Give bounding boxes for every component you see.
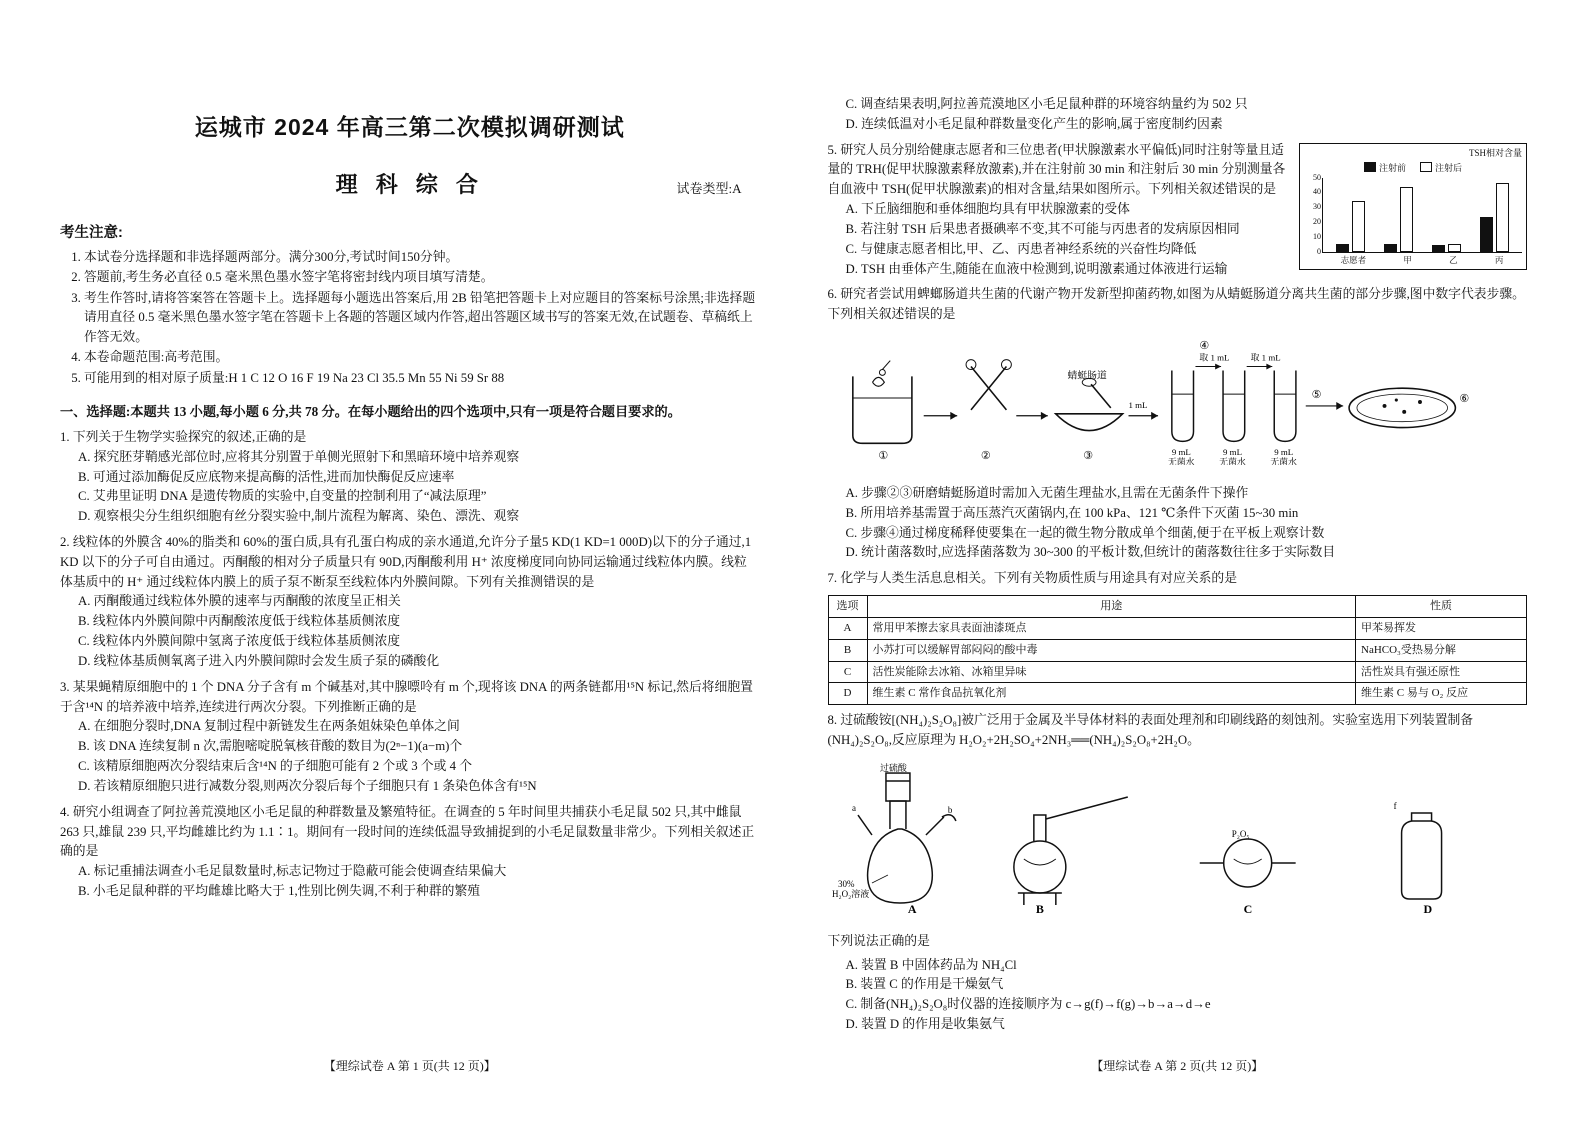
footer-text: 【理综试卷 A 第 1 页(共 12 页)】 — [323, 1059, 496, 1073]
question-5 — [828, 141, 1528, 280]
svg-text:无菌水: 无菌水 — [1269, 457, 1297, 466]
chart-xlabels — [1322, 254, 1522, 267]
question-options — [60, 862, 760, 902]
cell-use: 常用甲苯擦去家具表面油漆斑点 — [867, 617, 1356, 639]
svg-text:D: D — [1423, 901, 1432, 913]
table-row — [828, 683, 1527, 705]
bar-after — [1448, 244, 1461, 252]
option-b: B. 装置 C 的作用是干燥氨气 — [845, 977, 1004, 992]
svg-text:b: b — [947, 804, 952, 815]
svg-text:无菌水: 无菌水 — [1218, 457, 1246, 466]
question-options — [828, 484, 1528, 563]
svg-text:9 mL: 9 mL — [1273, 447, 1293, 458]
option-a: A. 装置 B 中固体药品为 NH₄Cl — [845, 957, 1017, 972]
svg-text:③: ③ — [1082, 450, 1093, 463]
cell-property: NaHCO₃受热易分解 — [1356, 639, 1527, 661]
bar-group-1 — [1384, 178, 1413, 252]
paper-type: 试卷类型:A — [676, 181, 742, 196]
ytick: 10 — [1313, 231, 1321, 241]
option-d: D. 若该精原细胞只进行减数分裂,则两次分裂后每个子细胞只有 1 条染色体含有¹⁵N — [78, 778, 537, 793]
option-b: B. 若注射 TSH 后果患者摄碘率不变,其不可能与丙患者的发病原因相同 — [845, 221, 1240, 236]
question-2 — [60, 533, 760, 672]
tsh-bar-chart — [1299, 143, 1527, 270]
cell-option: B — [828, 639, 867, 661]
subject-name: 理 科 综 合 — [335, 172, 484, 197]
cell-option: D — [828, 683, 867, 705]
notice-list — [60, 248, 760, 388]
ytick: 20 — [1313, 216, 1321, 226]
svg-text:B: B — [1035, 901, 1044, 913]
notice-item: 3. 考生作答时,请将答案答在答题卡上。选择题每小题选出答案后,用 2B 铅笔把答题卡上对应题目的答案标号涂黑;非选择题请用直径 0.5 毫米黑色墨水签字笔在答题卡上各题的答题区域内作答,超出答题区域书写的答案无效,在试题卷、草稿纸上作答无效。 — [84, 289, 760, 347]
svg-text:9 mL: 9 mL — [1171, 447, 1191, 458]
option-d: D. 连续低温对小毛足鼠种群数量变化产生的影响,属于密度制约因素 — [845, 116, 1223, 131]
question-3 — [60, 678, 760, 797]
table-header-row — [828, 596, 1527, 618]
xtick: 乙 — [1449, 254, 1458, 265]
chart-yaxis — [1305, 172, 1323, 256]
question-options — [60, 717, 760, 796]
gut-bacteria-isolation-diagram — [828, 337, 1528, 465]
subject-row — [60, 168, 760, 199]
section-heading: 一、选择题:本题共 13 小题,每小题 6 分,共 78 分。在每小题给出的四个选项中,只有一项是符合题目要求的。 — [60, 404, 681, 420]
option-b: B. 所用培养基需置于高压蒸汽灭菌锅内,在 100 kPa、121 ℃条件下灭菌 15~30 min — [845, 505, 1299, 520]
th-use: 用途 — [867, 596, 1356, 618]
table-row — [828, 617, 1527, 639]
bar-before — [1432, 245, 1445, 251]
footer-left — [60, 1057, 760, 1074]
left-column — [60, 95, 794, 1092]
cell-use: 小苏打可以缓解胃部闷闷的酸中毒 — [867, 639, 1356, 661]
option-d: D. 统计菌落数时,应选择菌落数为 30~300 的平板计数,但统计的菌落数往往多于实际数目 — [845, 545, 1336, 560]
bar-group-3 — [1480, 178, 1509, 252]
option-a: A. 丙酮酸通过线粒体外膜的速率与丙酮酸的浓度呈正相关 — [78, 594, 401, 609]
bar-before — [1384, 244, 1397, 252]
option-c: C. 与健康志愿者相比,甲、乙、丙患者神经系统的兴奋性均降低 — [845, 241, 1197, 256]
question-stem: 2. 线粒体的外膜含 40%的脂类和 60%的蛋白质,具有孔蛋白构成的亲水通道,允许分子量5 KD(1 KD=1 000D)以下的分子通过,1 KD 以下的分子可自由通过。丙酮酸的相对分子质量只有 90D,丙酮酸利用 H⁺ 浓度梯度同向协同运输通过线粒体内膜。线粒体基质中的 H⁺ 通过线粒体内膜上的质子泵不断泵至线粒体内外膜间隙。下列有关推测错误的是 — [60, 535, 752, 589]
chart-bars — [1323, 178, 1522, 252]
question-7 — [828, 569, 1528, 705]
chart-plot — [1313, 172, 1522, 256]
svg-text:1 mL: 1 mL — [1128, 400, 1147, 411]
chart-title: TSH相对含量 — [1468, 147, 1522, 158]
question-stem: 8. 过硫酸铵[(NH₄)₂S₂O₈]被广泛用于金属及半导体材料的表面处理剂和印刷线路的刻蚀剂。实验室选用下列装置制备(NH₄)₂S₂O₈,反应原理为 H₂O₂+2H₂SO₄+2NH₃══(NH₄)₂S₂O₈+2H₂O。 — [827, 713, 1474, 748]
bar-group-2 — [1432, 178, 1461, 252]
cell-use: 活性炭能除去冰箱、冰箱里异味 — [867, 661, 1356, 683]
option-c: C. 该精原细胞两次分裂结束后含¹⁴N 的子细胞可能有 2 个或 3 个或 4 个 — [78, 759, 472, 774]
svg-text:30%: 30% — [837, 878, 854, 889]
svg-text:过硫酸: 过硫酸 — [879, 763, 907, 774]
legend-after: 注射后 — [1420, 162, 1462, 176]
svg-text:C: C — [1243, 901, 1252, 913]
notice-item: 1. 本试卷分选择题和非选择题两部分。满分300分,考试时间150分钟。 — [84, 248, 760, 267]
notice-item: 2. 答题前,考生务必直径 0.5 毫米黑色墨水签字笔将密封线内项目填写清楚。 — [84, 268, 760, 287]
option-b: B. 线粒体内外膜间隙中丙酮酸浓度低于线粒体基质侧浓度 — [78, 614, 401, 629]
table-row — [828, 661, 1527, 683]
xtick: 志愿者 — [1340, 254, 1367, 265]
svg-text:9 mL: 9 mL — [1222, 447, 1242, 458]
xtick: 甲 — [1403, 254, 1412, 265]
property-use-table — [828, 595, 1528, 705]
cell-property: 甲苯易挥发 — [1356, 617, 1527, 639]
svg-text:H₂O₂溶液: H₂O₂溶液 — [831, 888, 869, 899]
option-d: D. TSH 由垂体产生,随能在血液中检测到,说明激素通过体液进行运输 — [845, 261, 1228, 276]
right-column — [794, 95, 1528, 1092]
svg-text:无菌水: 无菌水 — [1167, 457, 1194, 466]
option-b: B. 该 DNA 连续复制 n 次,需胞嘧啶脱氧核苷酸的数目为(2ⁿ−1)(a−m)个 — [78, 739, 463, 754]
cell-option: A — [828, 617, 867, 639]
svg-text:a: a — [851, 802, 856, 813]
option-a: A. 在细胞分裂时,DNA 复制过程中新链发生在两条姐妹染色单体之间 — [78, 719, 460, 734]
option-a: A. 下丘脑细胞和垂体细胞均具有甲状腺激素的受体 — [845, 202, 1130, 217]
option-c: C. 线粒体内外膜间隙中氢离子浓度低于线粒体基质侧浓度 — [78, 634, 401, 649]
option-d: D. 装置 D 的作用是收集氨气 — [845, 1017, 1005, 1032]
legend-before: 注射前 — [1364, 162, 1406, 176]
option-c: C. 步骤④通过梯度稀释使要集在一起的微生物分散成单个细菌,便于在平板上观察计数 — [845, 525, 1325, 540]
cell-property: 维生素 C 易与 O₂ 反应 — [1356, 683, 1527, 705]
question-stem: 4. 研究小组调查了阿拉善荒漠地区小毛足鼠的种群数量及繁殖特征。在调查的 5 年时间里共捕获小毛足鼠 502 只,其中雌鼠 263 只,雄鼠 239 只,平均雌雄比约为 1.1∶1。期间有一段时间的连续低温导致捕捉到的小毛足鼠数量非常少。下列相关叙述正确的是 — [60, 804, 755, 859]
xtick: 丙 — [1494, 254, 1504, 265]
svg-text:②: ② — [980, 450, 991, 463]
option-d: D. 观察根尖分生组织细胞有丝分裂实验中,制片流程为解离、染色、漂洗、观察 — [78, 509, 520, 524]
bar-after — [1352, 201, 1365, 252]
question-4-continued — [828, 95, 1528, 135]
ytick: 0 — [1317, 246, 1321, 256]
svg-text:①: ① — [877, 450, 888, 463]
bar-after — [1400, 187, 1413, 251]
question-stem: 6. 研究者尝试用蜱螂肠道共生菌的代谢产物开发新型抑菌药物,如图为从蜻蜓肠道分离共生菌的部分步骤,图中数字代表步骤。下列相关叙述错误的是 — [827, 287, 1525, 322]
figure-q8 — [828, 757, 1528, 924]
ytick: 40 — [1313, 187, 1321, 197]
ytick: 30 — [1313, 201, 1321, 211]
svg-text:⑥: ⑥ — [1458, 393, 1469, 406]
svg-text:④: ④ — [1198, 339, 1209, 352]
chart-legend — [1304, 162, 1522, 176]
table-row — [828, 639, 1527, 661]
figure-q6 — [828, 331, 1528, 476]
th-option: 选项 — [828, 596, 867, 618]
cell-property: 活性炭具有强还原性 — [1356, 661, 1527, 683]
footer-text: 【理综试卷 A 第 2 页(共 12 页)】 — [1091, 1059, 1264, 1073]
question-4 — [60, 803, 760, 902]
question-stem: 7. 化学与人类生活息息相关。下列有关物质性质与用途具有对应关系的是 — [827, 571, 1238, 586]
notice-item: 4. 本卷命题范围:高考范围。 — [84, 348, 760, 367]
svg-text:A: A — [907, 901, 917, 913]
question-options — [60, 592, 760, 671]
question-6 — [828, 285, 1528, 563]
svg-text:f: f — [1393, 800, 1397, 811]
footer-right — [828, 1057, 1528, 1074]
notice-item: 5. 可能用到的相对原子质量:H 1 C 12 O 16 F 19 Na 23 Cl 35.5 Mn 55 Ni 59 Sr 88 — [84, 369, 760, 388]
bar-before — [1336, 244, 1349, 252]
notice-heading: 考生注意: — [60, 225, 123, 241]
ytick: 50 — [1313, 172, 1321, 182]
sub-prompt: 下列说法正确的是 — [827, 933, 930, 948]
question-1 — [60, 428, 760, 527]
option-a: A. 步骤②③研磨蜻蜓肠道时需加入无菌生理盐水,且需在无菌条件下操作 — [845, 485, 1249, 500]
cell-option: C — [828, 661, 867, 683]
question-8 — [828, 711, 1528, 1035]
option-b: B. 小毛足鼠种群的平均雌雄比略大于 1,性别比例失调,不利于种群的繁殖 — [78, 884, 481, 899]
option-c: C. 调查结果表明,阿拉善荒漠地区小毛足鼠种群的环境容纳量约为 502 只 — [845, 97, 1248, 111]
bar-before — [1480, 217, 1493, 252]
svg-text:⑤: ⑤ — [1311, 389, 1321, 402]
question-stem: 1. 下列关于生物学实验探究的叙述,正确的是 — [60, 429, 307, 444]
option-b: B. 可通过添加酶促反应底物来提高酶的活性,进而加快酶促反应速率 — [78, 469, 455, 484]
question-stem: 5. 研究人员分别给健康志愿者和三位患者(甲状腺激素水平偏低)同时注射等量且适量的 TRH(促甲状腺激素释放激素),并在注射前 30 min 和注射后 30 min 分别测量各自血液中 TSH(促甲状腺激素)的相对含量,结果如图所示。下列相关叙述错误的是 — [827, 142, 1286, 197]
option-d: D. 线粒体基质侧氧离子进入内外膜间隙时会发生质子泵的磷酸化 — [78, 653, 440, 668]
option-c: C. 制备(NH₄)₂S₂O₈时仪器的连接顺序为 c→g(f)→f(g)→b→a→d→e — [845, 997, 1211, 1012]
svg-text:取 1 mL: 取 1 mL — [1250, 352, 1281, 363]
option-a: A. 探究胚芽鞘感光部位时,应将其分别置于单侧光照射下和黑暗环境中培养观察 — [78, 449, 520, 464]
bar-group-0 — [1336, 178, 1365, 252]
option-c: C. 艾弗里证明 DNA 是遗传物质的实验中,自变量的控制利用了“减法原理” — [78, 489, 487, 504]
svg-text:蜻蜓肠道: 蜻蜓肠道 — [1066, 370, 1107, 382]
question-options — [60, 448, 760, 527]
option-a: A. 标记重捕法调查小毛足鼠数量时,标志记物过于隐蔽可能会使调查结果偏大 — [78, 864, 507, 879]
th-property: 性质 — [1356, 596, 1527, 618]
cell-use: 维生素 C 常作食品抗氧化剂 — [867, 683, 1356, 705]
svg-text:P₂O₅: P₂O₅ — [1231, 828, 1249, 839]
apparatus-diagram — [828, 763, 1528, 913]
bar-after — [1496, 183, 1509, 252]
question-options — [828, 95, 1528, 135]
svg-text:取 1 mL: 取 1 mL — [1198, 352, 1229, 363]
question-options — [828, 956, 1528, 1035]
page-title: 运城市 2024 年高三第二次模拟调研测试 — [194, 114, 625, 140]
question-stem: 3. 某果蝇精原细胞中的 1 个 DNA 分子含有 m 个碱基对,其中腺嘌呤有 m 个,现将该 DNA 的两条链都用¹⁵N 标记,然后将细胞置于含¹⁴N 的培养液中培养,连续进行两次分裂。下列推断正确的是 — [60, 679, 753, 714]
